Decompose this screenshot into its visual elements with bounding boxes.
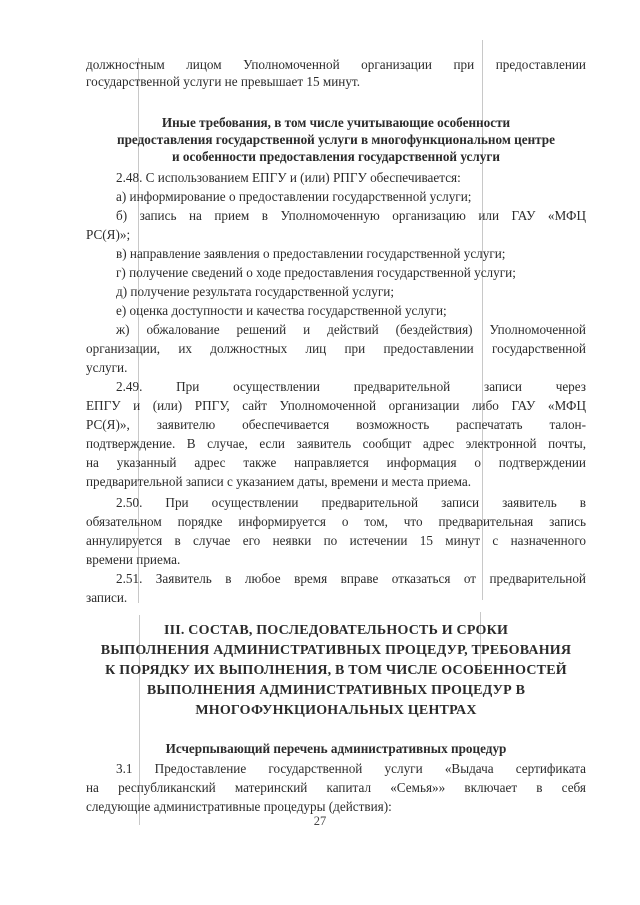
list-item: услуги. — [86, 360, 128, 375]
chapter-heading: III. СОСТАВ, ПОСЛЕДОВАТЕЛЬНОСТЬ И СРОКИ — [163, 623, 509, 638]
chapter-heading: МНОГОФУНКЦИОНАЛЬНЫХ ЦЕНТРАХ — [195, 703, 477, 718]
paragraph-line: на указанный адрес также направляется информация о подтверждении — [86, 455, 586, 470]
paragraph-line: 3.1 Предоставление государственной услуги «Выдача сертификата — [116, 761, 586, 776]
list-item: РС(Я)»; — [86, 227, 131, 242]
chapter-heading: К ПОРЯДКУ ИХ ВЫПОЛНЕНИЯ, В ТОМ ЧИСЛЕ ОСОБЕННОСТЕЙ — [105, 663, 567, 678]
section-heading: предоставления государственной услуги в многофункциональном центре — [117, 132, 555, 147]
chapter-heading: ВЫПОЛНЕНИЯ АДМИНИСТРАТИВНЫХ ПРОЦЕДУР, ТРЕБОВАНИЯ — [100, 643, 572, 658]
list-item: в) направление заявления о предоставлении государственной услуги; — [116, 246, 506, 261]
paragraph-line: 2.49. При осуществлении предварительной записи через — [116, 379, 586, 394]
list-item: д) получение результата государственной услуги; — [116, 284, 394, 299]
page-number: 27 — [313, 814, 327, 828]
paragraph-line: предварительной записи с указанием даты, времени и места приема. — [86, 474, 471, 489]
paragraph-line: 2.48. С использованием ЕПГУ и (или) РПГУ обеспечивается: — [116, 170, 461, 185]
paragraph-line: следующие административные процедуры (действия): — [86, 799, 392, 814]
paragraph-line: РС(Я)», заявителю обеспечивается возможность распечатать талон- — [86, 417, 586, 432]
list-item: г) получение сведений о ходе предоставления государственной услуги; — [116, 265, 516, 280]
paragraph-line: ЕПГУ и (или) РПГУ, сайт Уполномоченной организации либо ГАУ «МФЦ — [86, 398, 586, 413]
paragraph-line: аннулируется в случае его неявки по истечении 15 минут с назначенного — [86, 533, 586, 548]
paragraph-line: обязательном порядке информируется о том, что предварительная запись — [86, 514, 586, 529]
paragraph-line: времени приема. — [86, 552, 181, 567]
paragraph-line: на республиканский материнский капитал «Семья»» включает в себя — [86, 780, 586, 795]
section-heading: и особенности предоставления государственной услуги — [172, 149, 500, 164]
list-item: организации, их должностных лиц при предоставлении государственной — [86, 341, 586, 356]
chapter-heading: ВЫПОЛНЕНИЯ АДМИНИСТРАТИВНЫХ ПРОЦЕДУР В — [146, 683, 526, 698]
list-item: б) запись на прием в Уполномоченную организацию или ГАУ «МФЦ — [116, 208, 586, 223]
paragraph-line: записи. — [86, 590, 128, 605]
section-heading: Иные требования, в том числе учитывающие особенности — [161, 115, 511, 130]
paragraph-line: должностным лицом Уполномоченной организации при предоставлении — [86, 57, 586, 72]
paragraph-line: 2.51. Заявитель в любое время вправе отказаться от предварительной — [116, 571, 586, 586]
paragraph-line: государственной услуги не превышает 15 минут. — [86, 74, 360, 89]
paragraph-line: подтверждение. В случае, если заявитель сообщит адрес электронной почты, — [86, 436, 586, 451]
paragraph-line: 2.50. При осуществлении предварительной записи заявитель в — [116, 495, 586, 510]
section-heading: Исчерпывающий перечень административных процедур — [165, 741, 507, 756]
list-item: ж) обжалование решений и действий (бездействия) Уполномоченной — [116, 322, 586, 337]
list-item: е) оценка доступности и качества государственной услуги; — [116, 303, 447, 318]
list-item: а) информирование о предоставлении государственной услуги; — [116, 189, 472, 204]
